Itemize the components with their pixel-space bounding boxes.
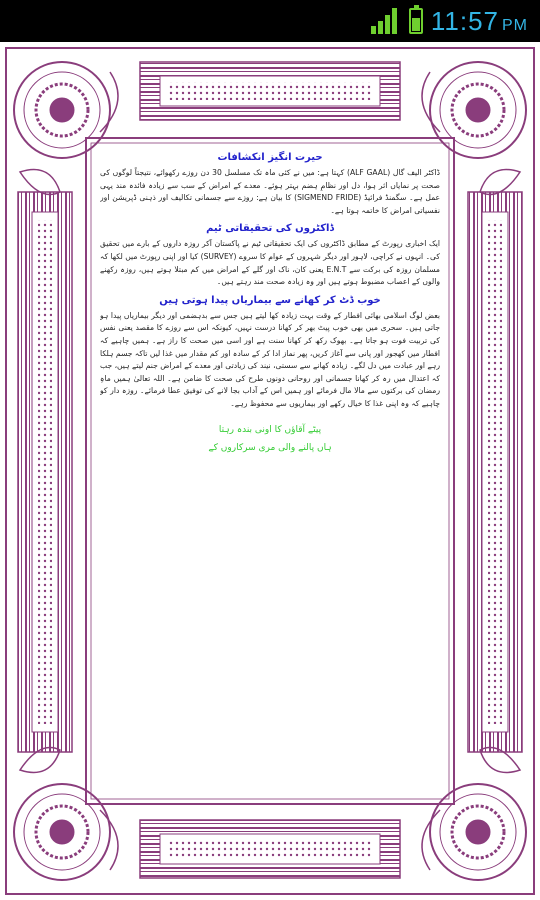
corner-rosette-bottom-right <box>430 784 526 880</box>
poem <box>100 421 440 457</box>
paragraph-3: بعض لوگ اسلامی بھائی افطار کے وقت بہت زیادہ کھا لیتے ہیں جس سے بدہضمی اور دیگر بیماریاں پیدا ہو جاتی ہیں۔ سحری میں بھی خوب پیٹ بھر کر کھانا درست نہیں، کیونکہ اس سے روزے کا مقصد یعنی نفس کی تربیت فوت ہو جاتا ہے۔ بھوک رکھ کر کھانا سنت ہے اور اسی میں صحت کا راز ہے۔ ہمیں چاہیے کہ افطار میں کھجور اور پانی سے آغاز کریں، پھر نماز ادا کر کے سادہ اور کم مقدار میں غذا لیں تاکہ جسم ہلکا رہے اور عبادت میں دل لگے۔ زیادہ کھانے سے سستی، نیند کی زیادتی اور معدے کے امراض جنم لیتے ہیں، جب کہ اعتدال میں رہ کر کھانا جسمانی اور روحانی دونوں طرح کی صحت کا ضامن ہے۔ اللہ تعالیٰ ہمیں ماہِ رمضان کی برکتوں سے مالا مال فرمائے اور ہمیں اس کے آداب بجا لانے کی توفیق عطا فرمائے۔ روزہ دار کو چاہیے کہ وہ اپنی غذا کا خیال رکھے اور بیماریوں سے محفوظ رہے۔ <box>100 310 440 408</box>
clock-time: 11:57 <box>430 5 499 36</box>
article-body <box>100 150 440 780</box>
poem-line-2: ہاں پالنے والی مری سرکاروں کے <box>208 442 332 453</box>
signal-icon <box>371 8 397 34</box>
poem-line-1: پیٹے آقاؤں کا اونی بندہ رہتا <box>218 424 322 435</box>
clock <box>431 6 528 37</box>
paragraph-1: ڈاکٹر الیف گال (ALF GAAL) کہتا ہے: میں نے کئی ماہ تک مسلسل 30 دن روزے رکھوائے، نتیجتاً لوگوں کی صحت پر نمایاں اثر ہوا، دل اور نظامِ ہضم بہتر ہوئے۔ معدے کے امراض کے سب سے زیادہ فائدہ مند یہی عمل ہے۔ سگمنڈ فرائیڈ (SIGMEND FRIDE) کا بیان ہے: روزے سے جسمانی تکالیف اور ذہنی ڈپریشن اور نفسیاتی امراض کا خاتمہ ہوتا ہے۔ <box>100 168 440 215</box>
battery-icon <box>409 8 423 34</box>
corner-rosette-top-left <box>14 62 110 158</box>
status-bar <box>0 0 540 42</box>
document-page[interactable] <box>0 42 540 900</box>
clock-ampm: PM <box>502 16 528 34</box>
heading-revelations: حیرت انگیز انکشافات <box>217 152 323 163</box>
corner-rosette-bottom-left <box>14 784 110 880</box>
corner-rosette-top-right <box>430 62 526 158</box>
heading-overeating: خوب ڈٹ کر کھانے سے بیماریاں پیدا ہوتی ہیں <box>159 294 381 306</box>
heading-doctors-team: ڈاکٹروں کی تحقیقاتی ٹیم <box>206 223 334 235</box>
paragraph-2: ایک اخباری رپورٹ کے مطابق ڈاکٹروں کی ایک تحقیقاتی ٹیم نے پاکستان آکر روزہ داروں کے بارے میں تحقیق کی۔ انہوں نے کراچی، لاہور اور دیگر شہروں کے عوام کا سروے (SURVEY) کیا اور اپنی رپورٹ میں لکھا کہ مسلمان روزہ کی برکت سے E.N.T یعنی کان، ناک اور گلے کے امراض میں کم مبتلا ہوتے ہیں، روزہ رکھنے والوں کے اعصاب مضبوط ہوتے ہیں اور وہ زیادہ صحت مند رہتے ہیں۔ <box>100 239 440 287</box>
